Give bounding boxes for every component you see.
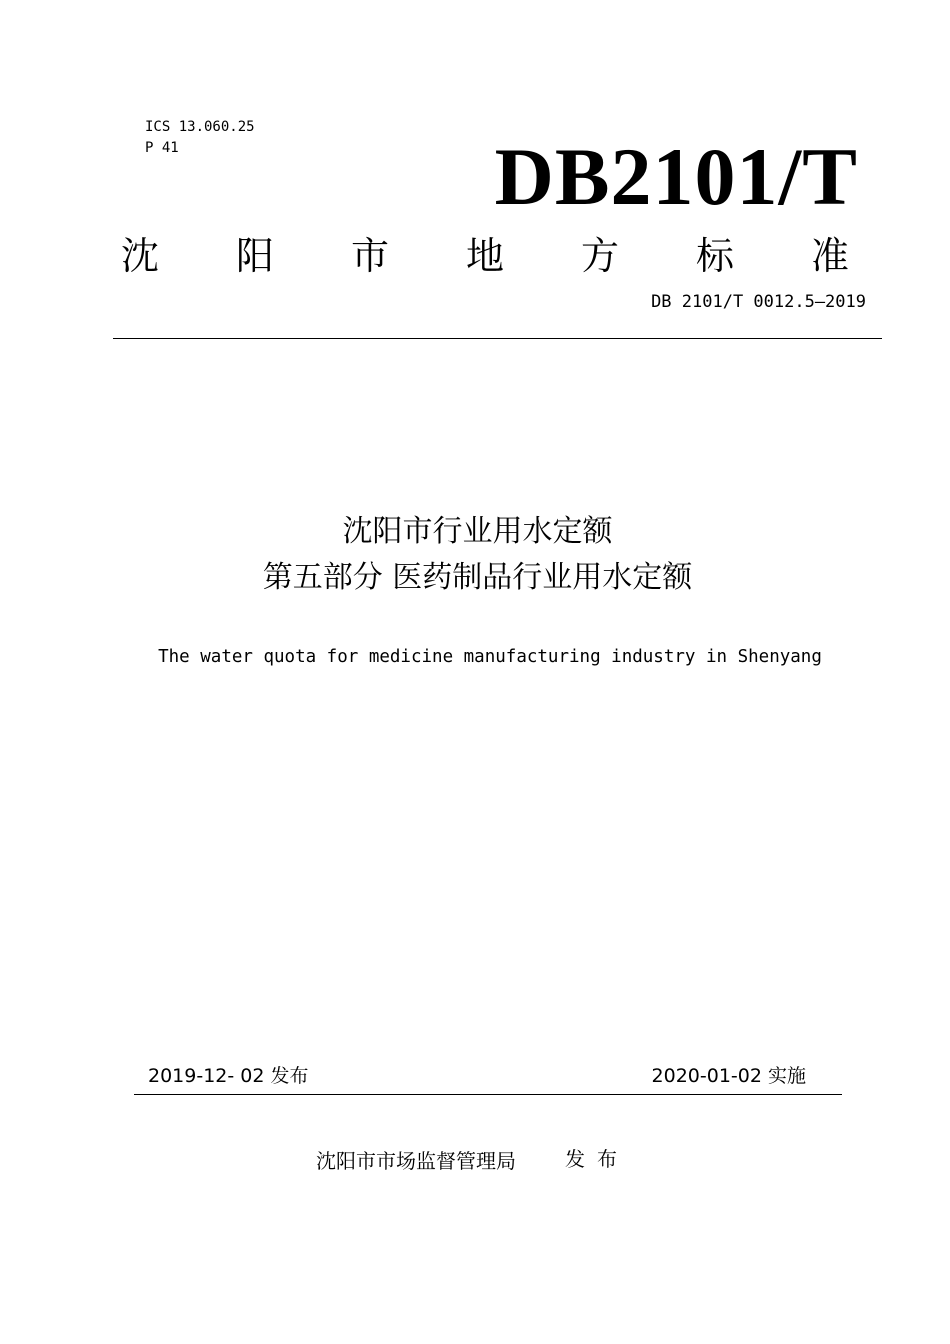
- standard-type-char: 沈: [120, 234, 159, 278]
- english-title: The water quota for medicine manufacturing industry in Shenyang: [158, 647, 822, 667]
- standard-code: DB2101/T: [494, 131, 858, 222]
- bottom-divider: [134, 1094, 842, 1095]
- implementation-date: 2020-01-02 实施: [651, 1065, 806, 1087]
- title-line-1: 沈阳市行业用水定额: [342, 514, 613, 549]
- ics-code: ICS 13.060.25: [145, 119, 255, 135]
- issue-date: 2019-12- 02 发布: [148, 1065, 309, 1087]
- standard-type-char: 方: [580, 234, 619, 278]
- standard-type: [120, 232, 850, 280]
- title-line-2: 第五部分 医药制品行业用水定额: [262, 560, 693, 595]
- standard-type-char: 阳: [235, 234, 274, 278]
- publisher-name: 沈阳市市场监督管理局: [316, 1149, 516, 1173]
- standard-type-char: 市: [350, 234, 389, 278]
- standard-type-char: 准: [810, 234, 849, 278]
- standard-type-char: 地: [465, 234, 504, 278]
- ccs-code: P 41: [145, 140, 179, 156]
- standard-type-char: 标: [695, 234, 734, 278]
- top-divider: [113, 338, 882, 339]
- publisher-action: 发布: [565, 1147, 629, 1171]
- standard-number: DB 2101/T 0012.5—2019: [651, 292, 866, 312]
